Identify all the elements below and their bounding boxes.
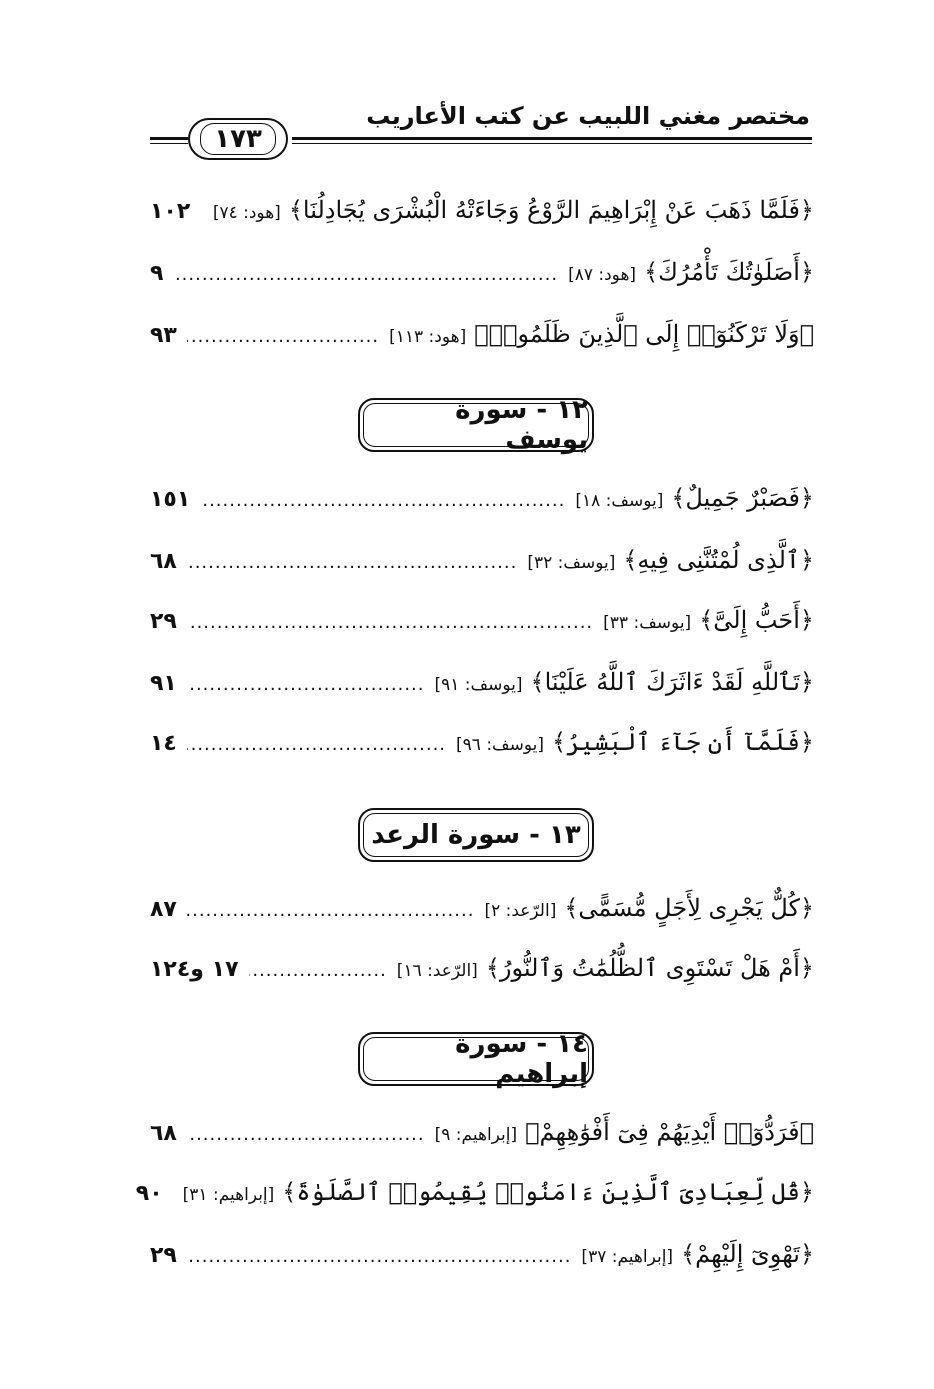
index-entry [150,196,814,236]
index-entry [150,320,814,360]
index-entry [135,1178,814,1218]
index-entry [150,894,814,934]
surah-heading-yusuf [358,395,594,455]
page-reference: ٦٨ [150,1121,177,1146]
surah-title: ١٤ - سورة إبراهيم [363,1037,589,1081]
page-reference: ٢٩ [150,609,177,634]
index-entry [150,606,814,646]
page-reference: ٩١ [150,671,177,696]
page-reference: ٨٧ [150,897,177,922]
page-reference: ٦٨ [150,549,177,574]
verse-text: ﴿تَٱللَّهِ لَقَدْ ءَاثَرَكَ ٱللَّهُ عَلَيْنَا﴾ [530,668,814,696]
surah-title: ١٢ - سورة يوسف [363,403,589,447]
index-entry [150,728,814,768]
page-reference: ١٧ و١٢٤ [150,957,239,982]
verse-text: ﴿كُلٌّ يَجْرِى لِأَجَلٍ مُّسَمًّى﴾ [564,894,814,922]
verse-text: ﴿فَصَبْرٌ جَمِيلٌ﴾ [671,484,814,512]
verse-reference: [يوسف: ٣٣] [603,613,692,633]
verse-text: ﴿فَلَمَّا ذَهَبَ عَنْ إِبْرَاهِيمَ الرَّوْعُ وَجَاءَتْهُ الْبُشْرَى يُجَادِلُنَا﴾ [288,196,814,224]
dot-leader [187,674,425,695]
page-reference: ٩ [150,261,164,286]
dot-leader [187,612,593,633]
verse-reference: [هود: ٧٤] [212,203,281,223]
page-reference: ١٠٢ [150,199,191,224]
page-reference: ٢٩ [150,1243,177,1268]
index-entry [150,668,814,708]
verse-text: ﴿أَمْ هَلْ تَسْتَوِى ٱلظُّلُمَٰتُ وَٱلنُّورُ﴾ [485,954,814,982]
index-entry [150,1118,814,1158]
verse-reference: [يوسف: ١٨] [575,491,664,511]
page-number-frame [188,118,288,160]
verse-reference: [الرّعد: ٢] [484,901,557,921]
index-entry [150,258,814,298]
verse-text: ﴿وَلَا تَرْكَنُوٓا۟ إِلَى ٱلَّذِينَ ظَلَمُوا۟﴾ [474,320,814,348]
page-reference: ٩٣ [150,323,177,348]
page-number: ١٧٣ [214,124,262,154]
surah-title: ١٣ - سورة الرعد [363,813,589,857]
verse-text: ﴿ٱلَّذِى لُمْتُنَّنِى فِيهِ﴾ [623,546,814,574]
page-reference: ١٤ [150,731,177,756]
verse-reference: [الرّعد: ١٦] [396,961,478,981]
index-entry [150,546,814,586]
dot-leader [187,1246,572,1267]
surah-heading-raad [358,808,594,862]
running-header-title: مختصر مغني اللبيب عن كتب الأعاريب [366,102,810,130]
header-rule-left [150,137,188,140]
index-entry [150,484,814,524]
verse-text: ﴿فَلَمَّآ أَن جَآءَ ٱلْبَشِيرُ﴾ [552,728,814,756]
dot-leader [187,326,379,347]
verse-reference: [يوسف: ٩٦] [456,735,545,755]
page-reference: ١٥١ [150,487,191,512]
dot-leader [200,490,565,511]
verse-text: ﴿قُل لِّعِبَادِىَ ٱلَّذِينَ ءَامَنُوا۟ يُقِيمُوا۟ ٱلصَّلَوٰةَ﴾ [282,1178,814,1206]
verse-reference: [هود: ١١٣] [389,327,467,347]
dot-leader [187,552,517,573]
dot-leader [187,900,475,921]
dot-leader [249,960,387,981]
verse-reference: [إبراهيم: ٣٧] [581,1247,674,1267]
dot-leader [173,264,558,285]
verse-text: ﴿أَصَلَوٰتُكَ تَأْمُرُكَ﴾ [644,258,814,286]
verse-reference: [يوسف: ٣٢] [527,553,616,573]
page-reference: ٩٠ [135,1181,163,1206]
verse-reference: [إبراهيم: ٩] [434,1125,518,1145]
dot-leader [187,1124,425,1145]
header-rule-right [292,137,812,140]
dot-leader [187,734,446,755]
verse-text: ﴿أَحَبُّ إِلَىَّ﴾ [699,606,814,634]
verse-reference: [هود: ٨٧] [568,265,637,285]
dot-leader [200,202,203,223]
verse-reference: [إبراهيم: ٣١] [182,1185,275,1205]
index-entry [150,954,814,994]
verse-text: ﴿تَهْوِىٓ إِلَيْهِمْ﴾ [681,1240,814,1268]
verse-reference: [يوسف: ٩١] [434,675,523,695]
index-entry [150,1240,814,1280]
verse-text: ﴿فَرَدُّوٓا۟ أَيْدِيَهُمْ فِىٓ أَفْوَٰهِهِمْ﴾ [525,1118,814,1146]
surah-heading-ibrahim [358,1029,594,1089]
